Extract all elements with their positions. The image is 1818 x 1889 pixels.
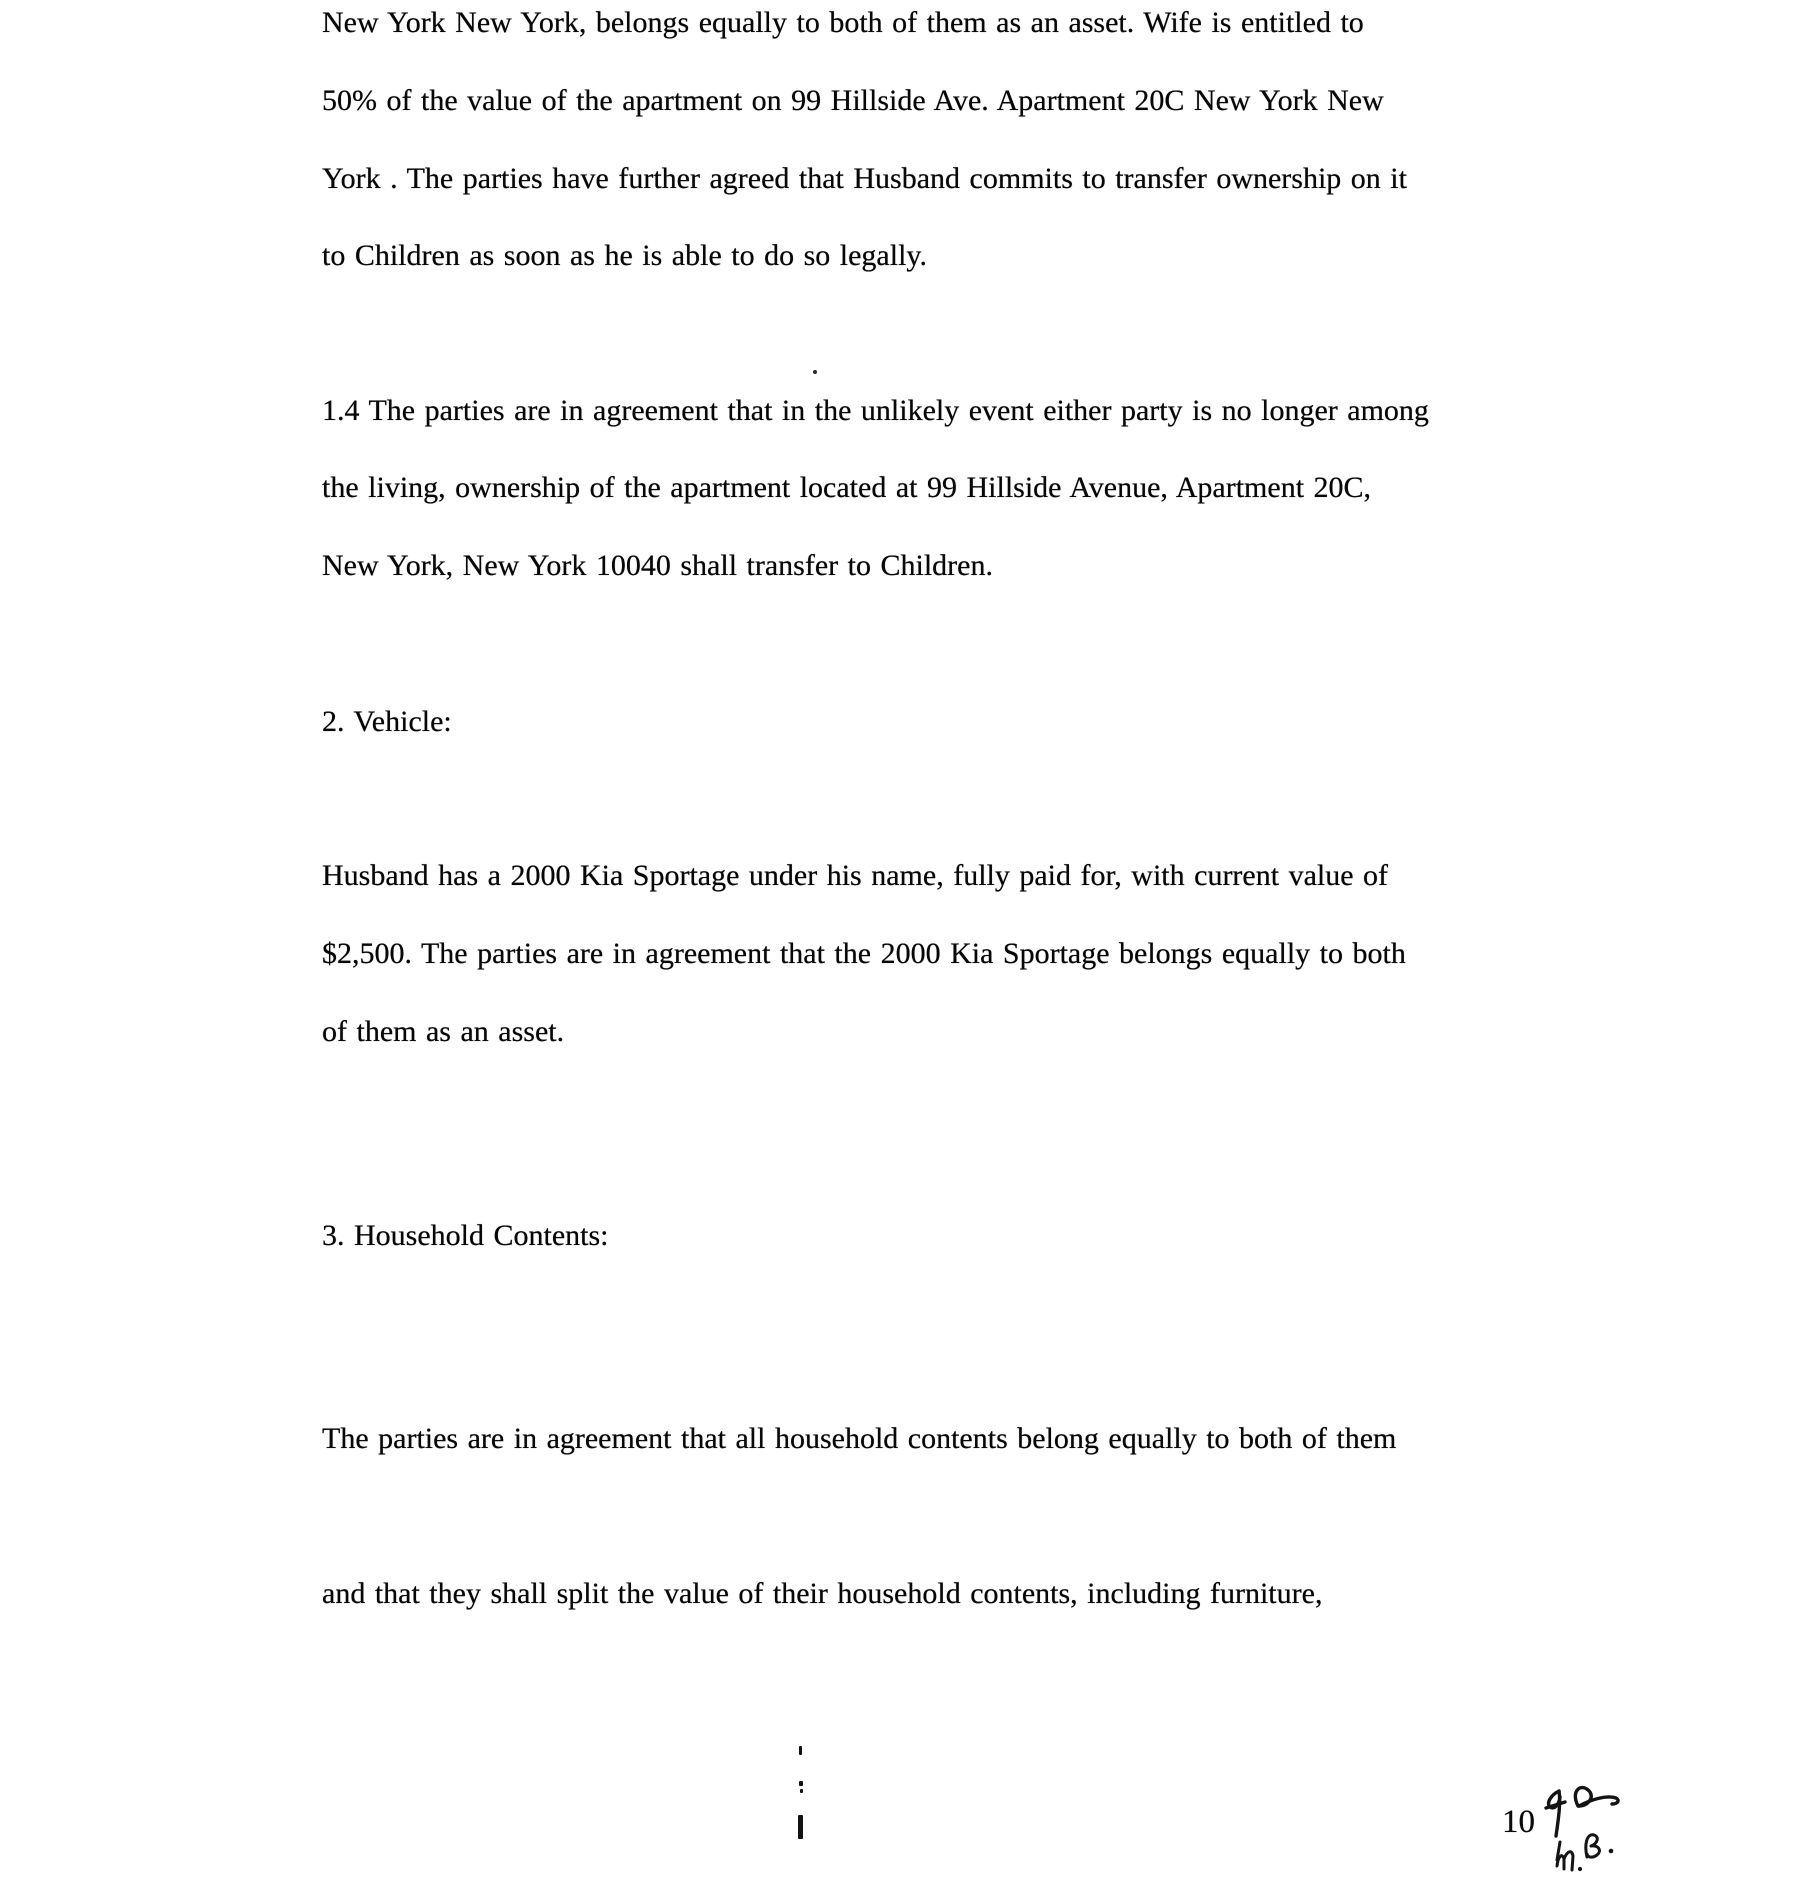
text-line-clause-1-4-c: New York, New York 10040 shall transfer to Children. (322, 549, 993, 582)
page-number: 10 (1502, 1804, 1535, 1840)
section-heading-vehicle: 2. Vehicle: (322, 705, 452, 738)
ink-mark-small-3 (800, 1789, 803, 1793)
text-line-vehicle-b: $2,500. The parties are in agreement that the 2000 Kia Sportage belongs equally to both (322, 937, 1406, 970)
ink-mark-small-1 (799, 1746, 802, 1755)
handwritten-initials-top-pg (1546, 1788, 1618, 1836)
text-line-real-property-2: 50% of the value of the apartment on 99 Hillside Ave. Apartment 20C New York New (322, 84, 1384, 117)
text-line-real-property-3: York . The parties have further agreed that Husband commits to transfer ownership on it (322, 162, 1407, 195)
text-line-household-b: and that they shall split the value of their household contents, including furniture, (322, 1577, 1323, 1610)
ink-mark-bar (798, 1815, 803, 1839)
handwritten-initials (1480, 1770, 1660, 1889)
text-line-household-a: The parties are in agreement that all household contents belong equally to both of them (322, 1422, 1397, 1455)
text-line-real-property-4: to Children as soon as he is able to do so legally. (322, 239, 927, 272)
text-line-vehicle-a: Husband has a 2000 Kia Sportage under his name, fully paid for, with current value of (322, 859, 1389, 892)
text-line-clause-1-4-a: 1.4 The parties are in agreement that in the unlikely event either party is no longer among (322, 394, 1429, 427)
text-line-vehicle-c: of them as an asset. (322, 1015, 565, 1048)
section-heading-household-contents: 3. Household Contents: (322, 1219, 609, 1252)
stray-ink-dot (813, 370, 817, 374)
handwritten-initials-bottom-mb (1557, 1835, 1613, 1871)
text-line-real-property-1: New York New York, belongs equally to both of them as an asset. Wife is entitled to (322, 6, 1364, 39)
ink-mark-small-2 (799, 1781, 803, 1786)
text-line-clause-1-4-b: the living, ownership of the apartment located at 99 Hillside Avenue, Apartment 20C, (322, 471, 1372, 504)
